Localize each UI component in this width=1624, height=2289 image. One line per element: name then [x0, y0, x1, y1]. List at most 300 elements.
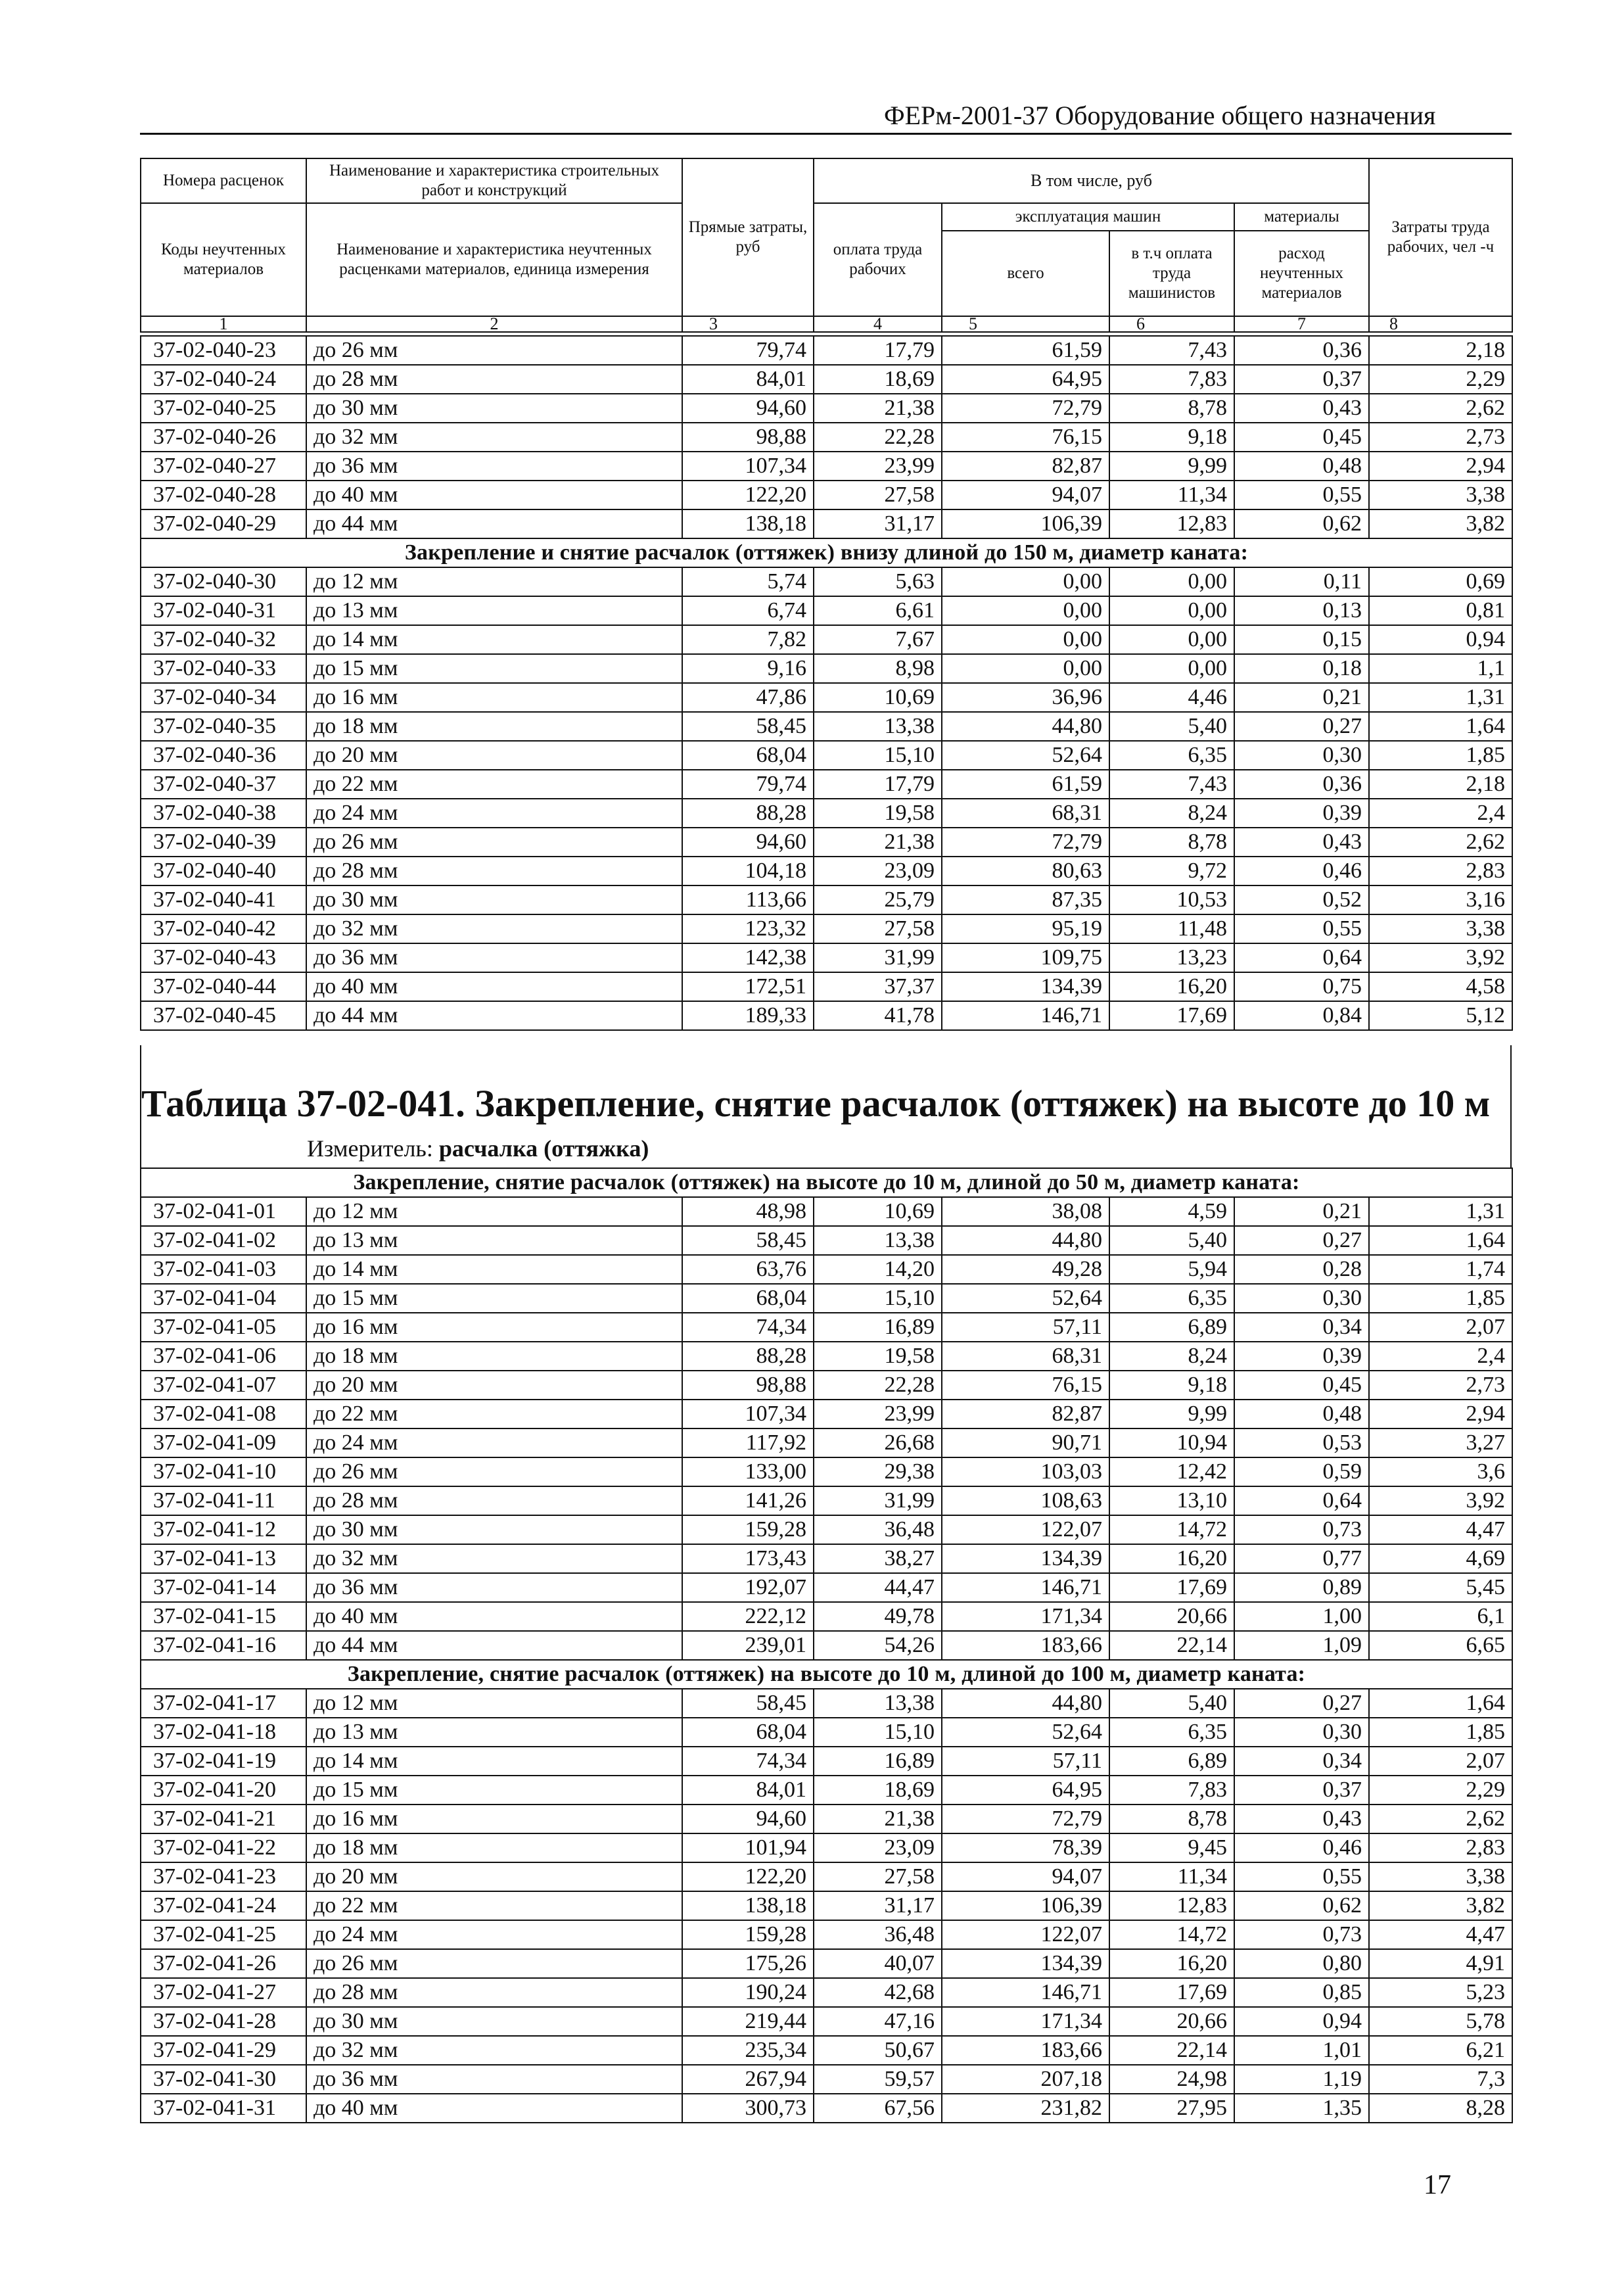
material-consumption-cell: 0,43	[1234, 394, 1369, 423]
direct-costs-cell: 98,88	[682, 1371, 814, 1400]
material-consumption-cell: 0,84	[1234, 1001, 1369, 1030]
machinists-pay-cell: 16,20	[1109, 1544, 1234, 1573]
labor-hours-cell: 2,73	[1369, 423, 1512, 452]
table-row	[141, 1486, 1512, 1515]
table-row	[141, 1001, 1512, 1030]
machines-total-cell: 0,00	[942, 596, 1109, 625]
diameter-cell: до 16 мм	[306, 1805, 682, 1833]
machinists-pay-cell: 12,83	[1109, 509, 1234, 538]
machinists-pay-cell: 5,94	[1109, 1255, 1234, 1284]
machines-total-cell: 0,00	[942, 654, 1109, 683]
diameter-cell: до 18 мм	[306, 1342, 682, 1371]
workers-pay-cell: 27,58	[814, 1862, 942, 1891]
machines-total-cell: 183,66	[942, 2036, 1109, 2065]
labor-hours-cell: 1,64	[1369, 1226, 1512, 1255]
direct-costs-cell: 222,12	[682, 1602, 814, 1631]
workers-pay-cell: 40,07	[814, 1949, 942, 1978]
machinists-pay-cell: 9,99	[1109, 1400, 1234, 1428]
labor-hours-cell: 2,94	[1369, 452, 1512, 481]
table-row	[141, 972, 1512, 1001]
direct-costs-cell: 122,20	[682, 1862, 814, 1891]
diameter-cell: до 15 мм	[306, 1776, 682, 1805]
labor-hours-cell: 5,45	[1369, 1573, 1512, 1602]
rate-code-cell: 37-02-040-29	[141, 509, 306, 538]
labor-hours-cell: 1,31	[1369, 683, 1512, 712]
machines-total-cell: 36,96	[942, 683, 1109, 712]
diameter-cell: до 22 мм	[306, 770, 682, 799]
workers-pay-cell: 10,69	[814, 1197, 942, 1226]
machinists-pay-cell: 8,78	[1109, 1805, 1234, 1833]
direct-costs-cell: 138,18	[682, 1891, 814, 1920]
machines-total-cell: 72,79	[942, 394, 1109, 423]
table-row	[141, 1197, 1512, 1226]
diameter-cell: до 14 мм	[306, 1747, 682, 1776]
table-row	[141, 1862, 1512, 1891]
material-consumption-cell: 0,30	[1234, 741, 1369, 770]
labor-hours-cell: 3,82	[1369, 1891, 1512, 1920]
machines-total-cell: 72,79	[942, 1805, 1109, 1833]
machines-total-cell: 49,28	[942, 1255, 1109, 1284]
rate-code-cell: 37-02-041-22	[141, 1833, 306, 1862]
material-consumption-cell: 0,48	[1234, 1400, 1369, 1428]
machines-total-cell: 207,18	[942, 2065, 1109, 2094]
material-consumption-cell: 0,62	[1234, 1891, 1369, 1920]
direct-costs-cell: 123,32	[682, 914, 814, 943]
table-row	[141, 1371, 1512, 1400]
workers-pay-cell: 13,38	[814, 712, 942, 741]
workers-pay-cell: 23,09	[814, 857, 942, 885]
header-workers-pay: оплата труда рабочих	[814, 203, 942, 316]
table-row	[141, 770, 1512, 799]
machines-total-cell: 52,64	[942, 1718, 1109, 1747]
machinists-pay-cell: 6,35	[1109, 1284, 1234, 1313]
labor-hours-cell: 2,4	[1369, 1342, 1512, 1371]
diameter-cell: до 20 мм	[306, 741, 682, 770]
labor-hours-cell: 2,62	[1369, 1805, 1512, 1833]
machinists-pay-cell: 5,40	[1109, 1226, 1234, 1255]
table-row	[141, 1920, 1512, 1949]
diameter-cell: до 32 мм	[306, 2036, 682, 2065]
column-number: 5	[942, 316, 1109, 332]
labor-hours-cell: 3,38	[1369, 1862, 1512, 1891]
material-consumption-cell: 0,89	[1234, 1573, 1369, 1602]
rate-code-cell: 37-02-041-05	[141, 1313, 306, 1342]
rate-code-cell: 37-02-041-14	[141, 1573, 306, 1602]
machinists-pay-cell: 11,34	[1109, 1862, 1234, 1891]
direct-costs-cell: 142,38	[682, 943, 814, 972]
material-consumption-cell: 1,01	[1234, 2036, 1369, 2065]
machinists-pay-cell: 14,72	[1109, 1920, 1234, 1949]
direct-costs-cell: 74,34	[682, 1313, 814, 1342]
diameter-cell: до 16 мм	[306, 683, 682, 712]
workers-pay-cell: 17,79	[814, 336, 942, 365]
workers-pay-cell: 50,67	[814, 2036, 942, 2065]
labor-hours-cell: 2,73	[1369, 1371, 1512, 1400]
workers-pay-cell: 49,78	[814, 1602, 942, 1631]
material-consumption-cell: 0,73	[1234, 1920, 1369, 1949]
diameter-cell: до 36 мм	[306, 2065, 682, 2094]
material-consumption-cell: 0,43	[1234, 1805, 1369, 1833]
diameter-cell: до 32 мм	[306, 1544, 682, 1573]
machines-total-cell: 80,63	[942, 857, 1109, 885]
labor-hours-cell: 6,21	[1369, 2036, 1512, 2065]
diameter-cell: до 16 мм	[306, 1313, 682, 1342]
table-row	[141, 1689, 1512, 1718]
direct-costs-cell: 58,45	[682, 1689, 814, 1718]
material-consumption-cell: 0,39	[1234, 1342, 1369, 1371]
diameter-cell: до 13 мм	[306, 1718, 682, 1747]
material-consumption-cell: 1,00	[1234, 1602, 1369, 1631]
workers-pay-cell: 44,47	[814, 1573, 942, 1602]
material-consumption-cell: 0,18	[1234, 654, 1369, 683]
diameter-cell: до 12 мм	[306, 1689, 682, 1718]
direct-costs-cell: 113,66	[682, 885, 814, 914]
machines-total-cell: 76,15	[942, 423, 1109, 452]
direct-costs-cell: 88,28	[682, 1342, 814, 1371]
workers-pay-cell: 47,16	[814, 2007, 942, 2036]
machines-total-cell: 76,15	[942, 1371, 1109, 1400]
machinists-pay-cell: 17,69	[1109, 1573, 1234, 1602]
table-row	[141, 2007, 1512, 2036]
material-consumption-cell: 0,59	[1234, 1457, 1369, 1486]
labor-hours-cell: 4,58	[1369, 972, 1512, 1001]
table-row	[141, 857, 1512, 885]
rate-code-cell: 37-02-040-34	[141, 683, 306, 712]
workers-pay-cell: 22,28	[814, 1371, 942, 1400]
rate-code-cell: 37-02-041-04	[141, 1284, 306, 1313]
diameter-cell: до 44 мм	[306, 509, 682, 538]
material-consumption-cell: 0,53	[1234, 1428, 1369, 1457]
machines-total-cell: 106,39	[942, 1891, 1109, 1920]
diameter-cell: до 15 мм	[306, 654, 682, 683]
workers-pay-cell: 8,98	[814, 654, 942, 683]
diameter-cell: до 26 мм	[306, 828, 682, 857]
diameter-cell: до 30 мм	[306, 1515, 682, 1544]
table-row	[141, 2094, 1512, 2123]
labor-hours-cell: 2,29	[1369, 1776, 1512, 1805]
diameter-cell: до 15 мм	[306, 1284, 682, 1313]
rate-code-cell: 37-02-040-44	[141, 972, 306, 1001]
direct-costs-cell: 68,04	[682, 1718, 814, 1747]
material-consumption-cell: 0,55	[1234, 481, 1369, 509]
table-row	[141, 1226, 1512, 1255]
labor-hours-cell: 1,85	[1369, 1284, 1512, 1313]
material-consumption-cell: 0,55	[1234, 1862, 1369, 1891]
machinists-pay-cell: 8,24	[1109, 799, 1234, 828]
workers-pay-cell: 19,58	[814, 799, 942, 828]
machines-total-cell: 95,19	[942, 914, 1109, 943]
table-row	[141, 1949, 1512, 1978]
table-row	[141, 828, 1512, 857]
labor-hours-cell: 4,47	[1369, 1920, 1512, 1949]
diameter-cell: до 30 мм	[306, 885, 682, 914]
labor-hours-cell: 2,4	[1369, 799, 1512, 828]
labor-hours-cell: 3,82	[1369, 509, 1512, 538]
labor-hours-cell: 3,38	[1369, 914, 1512, 943]
direct-costs-cell: 133,00	[682, 1457, 814, 1486]
rate-code-cell: 37-02-040-25	[141, 394, 306, 423]
header-materials: материалы	[1234, 203, 1369, 231]
rate-table-37-02-040	[140, 335, 1513, 1031]
diameter-cell: до 20 мм	[306, 1371, 682, 1400]
diameter-cell: до 24 мм	[306, 799, 682, 828]
machines-total-cell: 57,11	[942, 1747, 1109, 1776]
machines-total-cell: 0,00	[942, 625, 1109, 654]
rate-code-cell: 37-02-041-11	[141, 1486, 306, 1515]
workers-pay-cell: 21,38	[814, 394, 942, 423]
rate-code-cell: 37-02-040-39	[141, 828, 306, 857]
direct-costs-cell: 173,43	[682, 1544, 814, 1573]
direct-costs-cell: 172,51	[682, 972, 814, 1001]
material-consumption-cell: 0,21	[1234, 683, 1369, 712]
workers-pay-cell: 13,38	[814, 1689, 942, 1718]
machines-total-cell: 44,80	[942, 1226, 1109, 1255]
direct-costs-cell: 68,04	[682, 741, 814, 770]
labor-hours-cell: 1,85	[1369, 741, 1512, 770]
page-number: 17	[1424, 2170, 1451, 2200]
direct-costs-cell: 58,45	[682, 1226, 814, 1255]
material-consumption-cell: 0,45	[1234, 423, 1369, 452]
direct-costs-cell: 58,45	[682, 712, 814, 741]
table-title-block	[140, 1045, 1512, 1168]
workers-pay-cell: 18,69	[814, 1776, 942, 1805]
rate-code-cell: 37-02-040-42	[141, 914, 306, 943]
workers-pay-cell: 21,38	[814, 828, 942, 857]
machinists-pay-cell: 8,78	[1109, 394, 1234, 423]
diameter-cell: до 24 мм	[306, 1428, 682, 1457]
workers-pay-cell: 10,69	[814, 683, 942, 712]
diameter-cell: до 28 мм	[306, 365, 682, 394]
direct-costs-cell: 267,94	[682, 2065, 814, 2094]
rate-code-cell: 37-02-040-26	[141, 423, 306, 452]
rate-code-cell: 37-02-041-15	[141, 1602, 306, 1631]
table-row	[141, 509, 1512, 538]
labor-hours-cell: 3,38	[1369, 481, 1512, 509]
machinists-pay-cell: 9,18	[1109, 423, 1234, 452]
diameter-cell: до 14 мм	[306, 1255, 682, 1284]
rate-code-cell: 37-02-040-24	[141, 365, 306, 394]
rate-code-cell: 37-02-041-31	[141, 2094, 306, 2123]
workers-pay-cell: 15,10	[814, 1718, 942, 1747]
rate-code-cell: 37-02-041-07	[141, 1371, 306, 1400]
diameter-cell: до 12 мм	[306, 1197, 682, 1226]
material-consumption-cell: 1,09	[1234, 1631, 1369, 1660]
workers-pay-cell: 17,79	[814, 770, 942, 799]
workers-pay-cell: 54,26	[814, 1631, 942, 1660]
workers-pay-cell: 29,38	[814, 1457, 942, 1486]
header-machines: эксплуатация машин	[942, 203, 1234, 231]
machines-total-cell: 90,71	[942, 1428, 1109, 1457]
column-number: 4	[814, 316, 942, 332]
labor-hours-cell: 2,94	[1369, 1400, 1512, 1428]
machines-total-cell: 38,08	[942, 1197, 1109, 1226]
machinists-pay-cell: 6,35	[1109, 741, 1234, 770]
machinists-pay-cell: 20,66	[1109, 2007, 1234, 2036]
workers-pay-cell: 31,17	[814, 1891, 942, 1920]
labor-hours-cell: 5,23	[1369, 1978, 1512, 2007]
table-row	[141, 1400, 1512, 1428]
workers-pay-cell: 59,57	[814, 2065, 942, 2094]
diameter-cell: до 40 мм	[306, 1602, 682, 1631]
material-consumption-cell: 0,39	[1234, 799, 1369, 828]
rate-code-cell: 37-02-040-41	[141, 885, 306, 914]
table-row	[141, 1255, 1512, 1284]
workers-pay-cell: 31,99	[814, 1486, 942, 1515]
material-consumption-cell: 0,64	[1234, 1486, 1369, 1515]
rate-code-cell: 37-02-040-33	[141, 654, 306, 683]
table-row	[141, 1428, 1512, 1457]
labor-hours-cell: 4,47	[1369, 1515, 1512, 1544]
machinists-pay-cell: 6,35	[1109, 1718, 1234, 1747]
machinists-pay-cell: 10,53	[1109, 885, 1234, 914]
material-consumption-cell: 0,37	[1234, 1776, 1369, 1805]
machinists-pay-cell: 7,83	[1109, 365, 1234, 394]
table-row	[141, 452, 1512, 481]
labor-hours-cell: 3,27	[1369, 1428, 1512, 1457]
rate-code-cell: 37-02-040-30	[141, 567, 306, 596]
header-material-codes: Коды неучтенных материалов	[141, 203, 306, 316]
workers-pay-cell: 23,99	[814, 452, 942, 481]
machinists-pay-cell: 16,20	[1109, 1949, 1234, 1978]
labor-hours-cell: 3,16	[1369, 885, 1512, 914]
table-row	[141, 799, 1512, 828]
rate-code-cell: 37-02-041-21	[141, 1805, 306, 1833]
table-row	[141, 336, 1512, 365]
material-consumption-cell: 0,15	[1234, 625, 1369, 654]
workers-pay-cell: 23,99	[814, 1400, 942, 1428]
diameter-cell: до 26 мм	[306, 1949, 682, 1978]
diameter-cell: до 36 мм	[306, 943, 682, 972]
diameter-cell: до 20 мм	[306, 1862, 682, 1891]
material-consumption-cell: 0,43	[1234, 828, 1369, 857]
diameter-cell: до 32 мм	[306, 914, 682, 943]
labor-hours-cell: 0,69	[1369, 567, 1512, 596]
workers-pay-cell: 67,56	[814, 2094, 942, 2123]
workers-pay-cell: 42,68	[814, 1978, 942, 2007]
machinists-pay-cell: 0,00	[1109, 567, 1234, 596]
direct-costs-cell: 175,26	[682, 1949, 814, 1978]
table-row	[141, 567, 1512, 596]
header-codes: Номера расценок	[141, 158, 306, 203]
machinists-pay-cell: 11,48	[1109, 914, 1234, 943]
header-material-names: Наименование и характеристика неучтенных расценками материалов, единица измерения	[306, 203, 682, 316]
machines-total-cell: 82,87	[942, 1400, 1109, 1428]
table-row	[141, 885, 1512, 914]
workers-pay-cell: 36,48	[814, 1920, 942, 1949]
table-row	[141, 1515, 1512, 1544]
direct-costs-cell: 6,74	[682, 596, 814, 625]
rate-code-cell: 37-02-041-01	[141, 1197, 306, 1226]
direct-costs-cell: 141,26	[682, 1486, 814, 1515]
diameter-cell: до 40 мм	[306, 2094, 682, 2123]
diameter-cell: до 30 мм	[306, 2007, 682, 2036]
rate-code-cell: 37-02-041-12	[141, 1515, 306, 1544]
header-direct-costs: Прямые затраты, руб	[682, 158, 814, 316]
direct-costs-cell: 189,33	[682, 1001, 814, 1030]
workers-pay-cell: 26,68	[814, 1428, 942, 1457]
rate-code-cell: 37-02-041-16	[141, 1631, 306, 1660]
table-row	[141, 1313, 1512, 1342]
material-consumption-cell: 0,85	[1234, 1978, 1369, 2007]
rate-code-cell: 37-02-041-10	[141, 1457, 306, 1486]
material-consumption-cell: 0,30	[1234, 1284, 1369, 1313]
machines-total-cell: 109,75	[942, 943, 1109, 972]
direct-costs-cell: 192,07	[682, 1573, 814, 1602]
labor-hours-cell: 6,65	[1369, 1631, 1512, 1660]
direct-costs-cell: 9,16	[682, 654, 814, 683]
header-rule	[140, 133, 1512, 135]
section-heading: Закрепление и снятие расчалок (оттяжек) внизу длиной до 150 м, диаметр каната:	[141, 538, 1512, 567]
machines-total-cell: 61,59	[942, 336, 1109, 365]
direct-costs-cell: 300,73	[682, 2094, 814, 2123]
machinists-pay-cell: 0,00	[1109, 596, 1234, 625]
machinists-pay-cell: 7,83	[1109, 1776, 1234, 1805]
rate-code-cell: 37-02-040-23	[141, 336, 306, 365]
machinists-pay-cell: 9,45	[1109, 1833, 1234, 1862]
direct-costs-cell: 117,92	[682, 1428, 814, 1457]
rate-code-cell: 37-02-041-17	[141, 1689, 306, 1718]
direct-costs-cell: 84,01	[682, 1776, 814, 1805]
machinists-pay-cell: 8,24	[1109, 1342, 1234, 1371]
material-consumption-cell: 0,46	[1234, 1833, 1369, 1862]
diameter-cell: до 30 мм	[306, 394, 682, 423]
table-row	[141, 481, 1512, 509]
workers-pay-cell: 16,89	[814, 1313, 942, 1342]
machines-total-cell: 68,31	[942, 1342, 1109, 1371]
labor-hours-cell: 7,3	[1369, 2065, 1512, 2094]
table-row	[141, 1776, 1512, 1805]
rate-code-cell: 37-02-040-31	[141, 596, 306, 625]
direct-costs-cell: 235,34	[682, 2036, 814, 2065]
direct-costs-cell: 5,74	[682, 567, 814, 596]
workers-pay-cell: 13,38	[814, 1226, 942, 1255]
workers-pay-cell: 25,79	[814, 885, 942, 914]
machinists-pay-cell: 0,00	[1109, 654, 1234, 683]
table-row	[141, 1631, 1512, 1660]
material-consumption-cell: 0,27	[1234, 712, 1369, 741]
workers-pay-cell: 14,20	[814, 1255, 942, 1284]
column-number: 6	[1109, 316, 1234, 332]
machines-total-cell: 146,71	[942, 1573, 1109, 1602]
direct-costs-cell: 107,34	[682, 1400, 814, 1428]
header-machines-total: всего	[942, 231, 1109, 316]
machines-total-cell: 52,64	[942, 741, 1109, 770]
machines-total-cell: 122,07	[942, 1515, 1109, 1544]
diameter-cell: до 13 мм	[306, 596, 682, 625]
table-row	[141, 1457, 1512, 1486]
workers-pay-cell: 19,58	[814, 1342, 942, 1371]
machines-total-cell: 171,34	[942, 1602, 1109, 1631]
machinists-pay-cell: 9,72	[1109, 857, 1234, 885]
material-consumption-cell: 0,52	[1234, 885, 1369, 914]
machines-total-cell: 94,07	[942, 481, 1109, 509]
table-row	[141, 654, 1512, 683]
diameter-cell: до 18 мм	[306, 1833, 682, 1862]
column-number: 8	[1369, 316, 1512, 332]
rate-code-cell: 37-02-041-26	[141, 1949, 306, 1978]
diameter-cell: до 36 мм	[306, 1573, 682, 1602]
table-row	[141, 1891, 1512, 1920]
table-row	[141, 741, 1512, 770]
direct-costs-cell: 94,60	[682, 394, 814, 423]
machines-total-cell: 61,59	[942, 770, 1109, 799]
machines-total-cell: 183,66	[942, 1631, 1109, 1660]
machines-total-cell: 146,71	[942, 1001, 1109, 1030]
rate-code-cell: 37-02-041-28	[141, 2007, 306, 2036]
labor-hours-cell: 2,83	[1369, 1833, 1512, 1862]
table-row	[141, 596, 1512, 625]
rate-code-cell: 37-02-041-19	[141, 1747, 306, 1776]
